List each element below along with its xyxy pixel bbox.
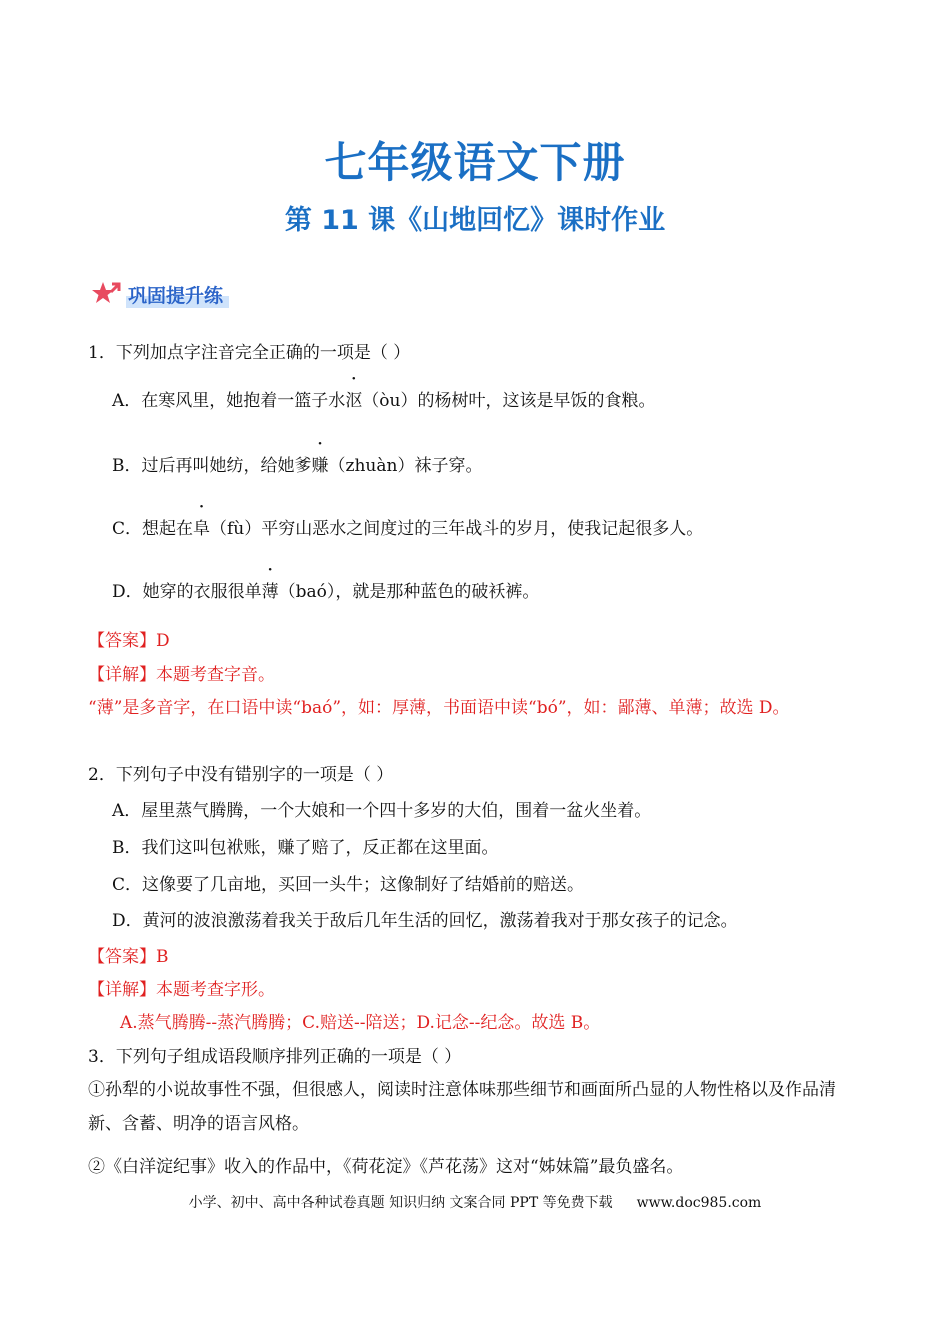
q2-stem: 2．下列句子中没有错别字的一项是（ ） — [88, 765, 394, 785]
q1-stem: 1．下列加点字注音完全正确的一项是（ ） — [88, 343, 411, 363]
q1-option-d — [112, 577, 539, 602]
q2-answer: 【答案】B — [88, 947, 169, 967]
q1-d-pre: D．她穿的衣服很单 — [112, 582, 262, 602]
q1-option-b — [112, 451, 482, 476]
q1-d-post: （baó），就是那种蓝色的破袄裤。 — [278, 582, 540, 602]
lesson-subtitle: 第 11 课《山地回忆》课时作业 — [284, 205, 666, 236]
q2-option-b: B．我们这叫包袱账，赚了赔了，反正都在这里面。 — [112, 838, 499, 858]
q1-b-pre: B．过后再叫她纺，给她爹 — [112, 456, 312, 476]
q3-sentence-2: ②《白洋淀纪事》收入的作品中，《荷花淀》《芦花荡》这对“姊妹篇”最负盛名。 — [88, 1157, 684, 1177]
q1-explanation: “薄”是多音字，在口语中读“baó”，如：厚薄，书面语中读“bó”，如：鄙薄、单薄；故选 D。 — [88, 698, 790, 718]
q1-c-dotted-char: 阜 — [193, 519, 211, 539]
q1-d-dotted-char: 薄 — [261, 582, 279, 602]
q1-a-post: （òu）的杨树叶，这该是早饭的食粮。 — [362, 391, 656, 411]
footer-site: www.doc985.com — [636, 1195, 762, 1211]
q2-option-d: D．黄河的波浪激荡着我关于敌后几年生活的回忆，激荡着我对于那女孩子的记念。 — [112, 911, 738, 931]
q3-sentence-1: ①孙犁的小说故事性不强，但很感人，阅读时注意体味那些细节和画面所凸显的人物性格以及作品清新、含蓄、明净的语言风格。 — [88, 1080, 836, 1134]
page-title: 七年级语文下册 — [324, 138, 626, 187]
section-label: 巩固提升练 — [126, 281, 229, 308]
q1-a-dotted-char: 沤 — [345, 391, 363, 411]
q2-option-a: A．屋里蒸气腾腾，一个大娘和一个四十多岁的大伯，围着一盆火坐着。 — [112, 801, 652, 821]
q1-option-a — [112, 386, 655, 411]
footer — [0, 1192, 950, 1212]
q1-answer: 【答案】D — [88, 631, 170, 651]
section-header — [92, 280, 229, 308]
q1-detail: 【详解】本题考查字音。 — [88, 665, 275, 685]
q2-detail: 【详解】本题考查字形。 — [88, 980, 275, 1000]
q1-c-post: （fù）平穷山恶水之间度过的三年战斗的岁月，使我记起很多人。 — [210, 519, 704, 539]
footer-text: 小学、初中、高中各种试卷真题 知识归纳 文案合同 PPT 等免费下载 — [188, 1195, 613, 1211]
q3-stem: 3．下列句子组成语段顺序排列正确的一项是（ ） — [88, 1047, 462, 1067]
q1-b-post: （zhuàn）袜子穿。 — [328, 456, 483, 476]
q1-c-pre: C．想起在 — [112, 519, 194, 539]
star-arrow-icon — [92, 280, 120, 308]
q1-option-c — [112, 514, 703, 539]
q1-a-pre: A．在寒风里，她抱着一篮子水 — [112, 391, 346, 411]
q2-option-c: C．这像要了几亩地，买回一头牛；这像制好了结婚前的赔送。 — [112, 875, 585, 895]
q1-b-dotted-char: 赚 — [311, 456, 329, 476]
q2-explanation: A.蒸气腾腾--蒸汽腾腾；C.赔送--陪送；D.记念--纪念。故选 B。 — [120, 1013, 601, 1033]
